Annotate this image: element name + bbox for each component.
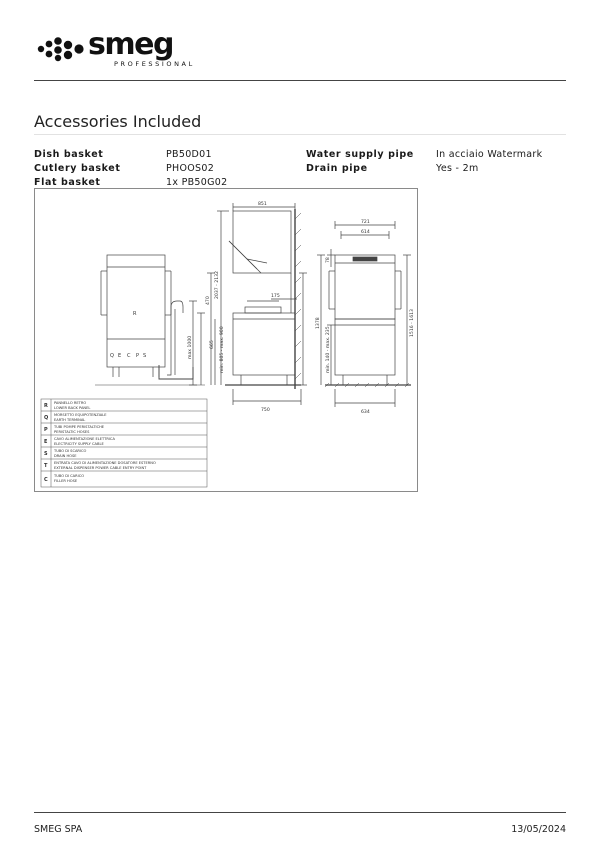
dim-max1000: max 1000 xyxy=(188,335,193,359)
dim-851: 851 xyxy=(258,202,267,207)
port-letter-p: P xyxy=(136,353,140,359)
legend-key: C xyxy=(44,477,48,483)
legend-it: TUBO DI SCARICO xyxy=(54,449,87,453)
legend-en: LOWER BACK PANEL xyxy=(54,406,91,410)
port-letter-c: C xyxy=(127,353,131,359)
footer-company: SMEG SPA xyxy=(34,824,83,835)
legend-key: T xyxy=(44,463,48,469)
spec-cutlery-basket-label: Cutlery basket xyxy=(34,163,121,174)
dim-1516: 1516 - 1613 xyxy=(410,309,415,337)
port-letter-q: Q xyxy=(110,353,114,359)
legend-en: EARTH TERMINAL xyxy=(54,418,86,422)
port-letter-e: E xyxy=(118,353,122,359)
dim-634: 634 xyxy=(361,410,370,415)
legend-en: DRAIN HOSE xyxy=(54,454,77,458)
legend-en: FILLER HOSE xyxy=(54,479,78,483)
dim-min805: min. 805 - max. 900 xyxy=(220,326,225,373)
dim-614: 614 xyxy=(361,230,370,235)
dim-470: 470 xyxy=(206,296,211,305)
footer-date: 13/05/2024 xyxy=(511,824,566,835)
spec-dish-basket-value: PB50D01 xyxy=(166,149,212,160)
dim-665: 665 xyxy=(210,340,215,349)
logo-dots-icon xyxy=(36,36,88,62)
spec-flat-basket-label: Flat basket xyxy=(34,177,101,188)
legend-key: E xyxy=(44,439,48,445)
dim-750: 750 xyxy=(261,408,270,413)
footer-divider xyxy=(34,812,566,813)
legend-en: PERISTALTIC HOSES xyxy=(54,430,90,434)
back-letter: R xyxy=(133,311,137,317)
spec-drain-pipe-value: Yes - 2m xyxy=(436,163,479,174)
spec-dish-basket-label: Dish basket xyxy=(34,149,104,160)
legend-key: Q xyxy=(44,415,49,421)
legend-key: S xyxy=(44,451,48,457)
dim-2037: 2037 - 2132 xyxy=(215,271,220,299)
dim-721: 721 xyxy=(361,220,370,225)
technical-drawing xyxy=(34,188,418,492)
spec-water-supply-label: Water supply pipe xyxy=(306,149,414,160)
brand-name: smeg xyxy=(88,27,173,62)
brand-sub: PROFESSIONAL xyxy=(114,60,195,68)
dim-175: 175 xyxy=(271,294,280,299)
legend-it: TUBI POMPE PERISTALTICHE xyxy=(54,425,105,429)
spec-drain-pipe-label: Drain pipe xyxy=(306,163,368,174)
front-view-base xyxy=(335,319,395,375)
dim-78: 78 xyxy=(326,257,331,263)
port-letter-s: S xyxy=(143,353,147,359)
side-view-hood xyxy=(233,211,291,273)
header-divider xyxy=(34,80,566,81)
dim-min140: min. 140 - max. 235 xyxy=(326,326,331,373)
drawing-svg xyxy=(35,189,417,491)
spec-flat-basket-value: 1x PB50G02 xyxy=(166,177,228,188)
legend-key: P xyxy=(44,427,48,433)
side-view-base xyxy=(233,313,295,375)
section-title: Accessories Included xyxy=(34,112,202,131)
legend-it: MORSETTO EQUIPOTENZIALE xyxy=(54,413,107,417)
legend-en: ELECTRICITY SUPPLY CABLE xyxy=(54,442,104,446)
legend-it: PANNELLO RETRO xyxy=(54,401,87,405)
smeg-logo xyxy=(36,27,195,70)
legend-it: TUBO DI CARICO xyxy=(54,474,85,478)
dim-1378: 1378 xyxy=(316,317,321,329)
spec-water-supply-value: In acciaio Watermark xyxy=(436,149,543,160)
title-divider xyxy=(34,134,566,135)
legend-it: CAVO ALIMENTAZIONE ELETTRICA xyxy=(54,437,115,441)
legend-key: R xyxy=(44,403,48,409)
spec-cutlery-basket-value: PHOOS02 xyxy=(166,163,215,174)
front-view-hood xyxy=(335,255,395,319)
legend-en: EXTERNAL DISPENSER POWER CABLE ENTRY POINT xyxy=(54,466,147,470)
legend-it: ENTRATA CAVO DI ALIMENTAZIONE DOSATORE ESTERNO xyxy=(54,461,156,465)
